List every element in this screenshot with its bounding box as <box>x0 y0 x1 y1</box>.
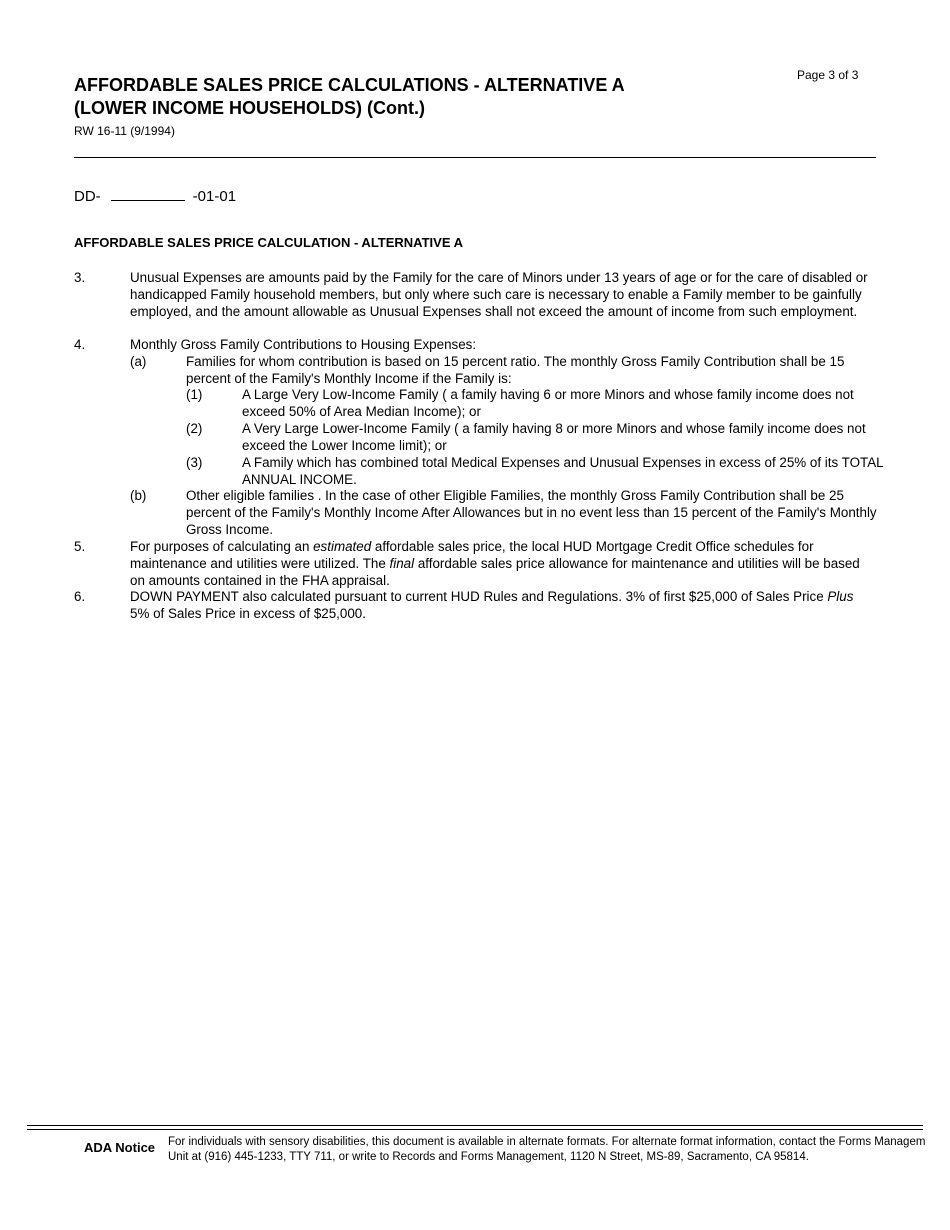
title-line-2: (LOWER INCOME HOUSEHOLDS) (Cont.) <box>74 98 425 118</box>
document-title <box>74 74 625 120</box>
footer-divider-bottom <box>27 1129 923 1130</box>
item-6-text-part2: 5% of Sales Price in excess of $25,000. <box>130 605 366 621</box>
title-line-1: AFFORDABLE SALES PRICE CALCULATIONS - ALTERNATIVE A <box>74 75 625 95</box>
item-5-emphasis-estimated: estimated <box>313 539 372 554</box>
item-6-text-part1: DOWN PAYMENT also calculated pursuant to current HUD Rules and Regulations. 3% of first $25,000 of Sales Price <box>130 589 828 604</box>
item-4a1-text: A Large Very Low-Income Family ( a family having 6 or more Minors and whose family income does not exceed 50% of Area Median Income); or <box>242 387 854 419</box>
item-4a-label: (a) <box>130 354 147 369</box>
item-6-emphasis-plus: Plus <box>827 589 854 604</box>
item-4b-text: Other eligible families . In the case of other Eligible Families, the monthly Gross Family Contribution shall be 25 percent of the Family's Monthly Income After Allowances but in no event less than 15 percent of the Family's Monthly Gross Income. <box>186 488 877 537</box>
item-5-text-part3: affordable sales price allowance for maintenance and utilities will be based on amounts contained in the FHA appraisal. <box>130 555 860 588</box>
item-5-text-part1: For purposes of calculating an <box>130 539 314 554</box>
form-number: RW 16-11 (9/1994) <box>74 124 175 138</box>
dd-number-blank[interactable] <box>111 186 185 201</box>
item-4a3-label: (3) <box>186 455 203 470</box>
ada-notice-line-1: For individuals with sensory disabilities, this document is available in alternate formats. For alternate format information, contact the Forms Managem <box>168 1136 926 1148</box>
item-4a3-text: A Family which has combined total Medical Expenses and Unusual Expenses in excess of 25% of its TOTAL ANNUAL INCOME. <box>242 455 884 487</box>
header-divider <box>74 157 876 158</box>
footer-divider-top <box>27 1125 923 1126</box>
item-4a1-label: (1) <box>186 387 203 402</box>
item-5-text <box>130 539 875 589</box>
item-4-text: Monthly Gross Family Contributions to Housing Expenses: <box>130 337 477 352</box>
item-4a2-label: (2) <box>186 421 203 436</box>
dd-number-field <box>74 186 236 205</box>
ada-notice-text <box>168 1135 925 1165</box>
ada-notice-label: ADA Notice <box>84 1140 156 1155</box>
item-4b-label: (b) <box>130 488 147 503</box>
item-6-number: 6. <box>74 589 86 604</box>
item-5-number: 5. <box>74 539 86 554</box>
item-3-text: Unusual Expenses are amounts paid by the Family for the care of Minors under 13 years of age or for the care of disabled or handicapped Family household members, but only where such care is necessary to enable a Family member to be gainfully employed, and the amount allowable as Unusual Expenses shall not exceed the amount of income from such employment. <box>130 270 868 319</box>
item-5-emphasis-final: final <box>389 555 415 571</box>
dd-prefix: DD- <box>74 188 101 205</box>
item-4-number: 4. <box>74 337 86 352</box>
dd-suffix: -01-01 <box>192 188 237 205</box>
item-6-text <box>130 589 875 623</box>
item-4a2-text: A Very Large Lower-Income Family ( a family having 8 or more Minors and whose family income does not exceed the Lower Income limit); or <box>242 421 866 453</box>
item-4a-text: Families for whom contribution is based on 15 percent ratio. The monthly Gross Family Contribution shall be 15 percent of the Family's Monthly Income if the Family is: <box>186 354 845 386</box>
item-3-number: 3. <box>74 270 86 285</box>
section-heading: AFFORDABLE SALES PRICE CALCULATION - ALTERNATIVE A <box>74 235 464 250</box>
page-number: Page 3 of 3 <box>797 68 859 82</box>
item-5-text-part2: affordable sales price, the local HUD Mortgage Credit Office schedules for maintenance and utilities were utilized. The <box>130 539 814 571</box>
ada-notice-line-2: Unit at (916) 445-1233, TTY 711, or write to Records and Forms Management, 1120 N Street, MS-89, Sacramento, CA 95814. <box>168 1151 809 1163</box>
